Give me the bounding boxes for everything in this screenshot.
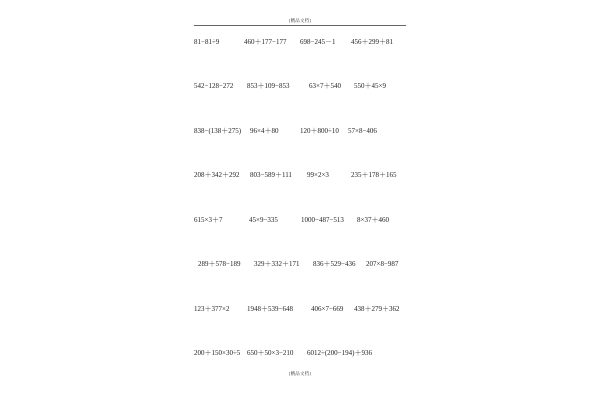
problem-r4-c1: 208＋342＋292 xyxy=(194,171,240,179)
problem-r6-c3: 836＋529−436 xyxy=(313,260,356,268)
problem-r2-c4: 550＋45×9 xyxy=(354,82,386,90)
problem-r8-c3: 6012÷(200−194)＋936 xyxy=(307,349,372,357)
header-divider xyxy=(194,25,406,26)
problem-r7-c3: 406×7−669 xyxy=(311,305,344,313)
problem-r8-c1: 200＋150×30÷5 xyxy=(194,349,241,357)
problem-r1-c2: 460＋177−177 xyxy=(244,38,287,46)
problem-r5-c2: 45×9−335 xyxy=(249,216,278,224)
problem-r7-c4: 438＋279＋362 xyxy=(354,305,400,313)
problem-r6-c4: 207×8−987 xyxy=(366,260,399,268)
problem-r1-c1: 81−81÷9 xyxy=(194,38,220,46)
problem-r1-c4: 456＋299＋81 xyxy=(351,38,393,46)
page-footer: [精品文档] xyxy=(288,371,312,376)
problem-r1-c3: 698−245－1 xyxy=(300,38,336,46)
problem-r3-c4: 57×8−406 xyxy=(348,127,377,135)
problem-r7-c2: 1948＋539−648 xyxy=(247,305,293,313)
problem-r3-c1: 838−(138＋275) xyxy=(194,127,242,135)
problem-r4-c3: 99×2×3 xyxy=(307,171,329,179)
problem-r4-c4: 235＋178＋165 xyxy=(351,171,397,179)
problem-r5-c3: 1000−487−513 xyxy=(301,216,344,224)
problem-r5-c4: 8×37＋460 xyxy=(357,216,389,224)
problem-r6-c2: 329＋332＋171 xyxy=(254,260,300,268)
page-header: [精品文档] xyxy=(288,18,312,23)
problem-r4-c2: 803−589＋111 xyxy=(250,171,292,179)
problem-r2-c3: 63×7＋540 xyxy=(309,82,341,90)
problem-r8-c2: 650＋50×3−210 xyxy=(247,349,294,357)
problem-r5-c1: 615×3＋7 xyxy=(194,216,223,224)
problem-r3-c2: 96×4＋80 xyxy=(250,127,279,135)
problem-r6-c1: 289＋578−189 xyxy=(198,260,241,268)
problem-r2-c2: 853＋109−853 xyxy=(247,82,290,90)
problem-r7-c1: 123＋377×2 xyxy=(194,305,230,313)
problem-r3-c3: 120＋800÷10 xyxy=(300,127,339,135)
problem-r2-c1: 542−128−272 xyxy=(194,82,234,90)
